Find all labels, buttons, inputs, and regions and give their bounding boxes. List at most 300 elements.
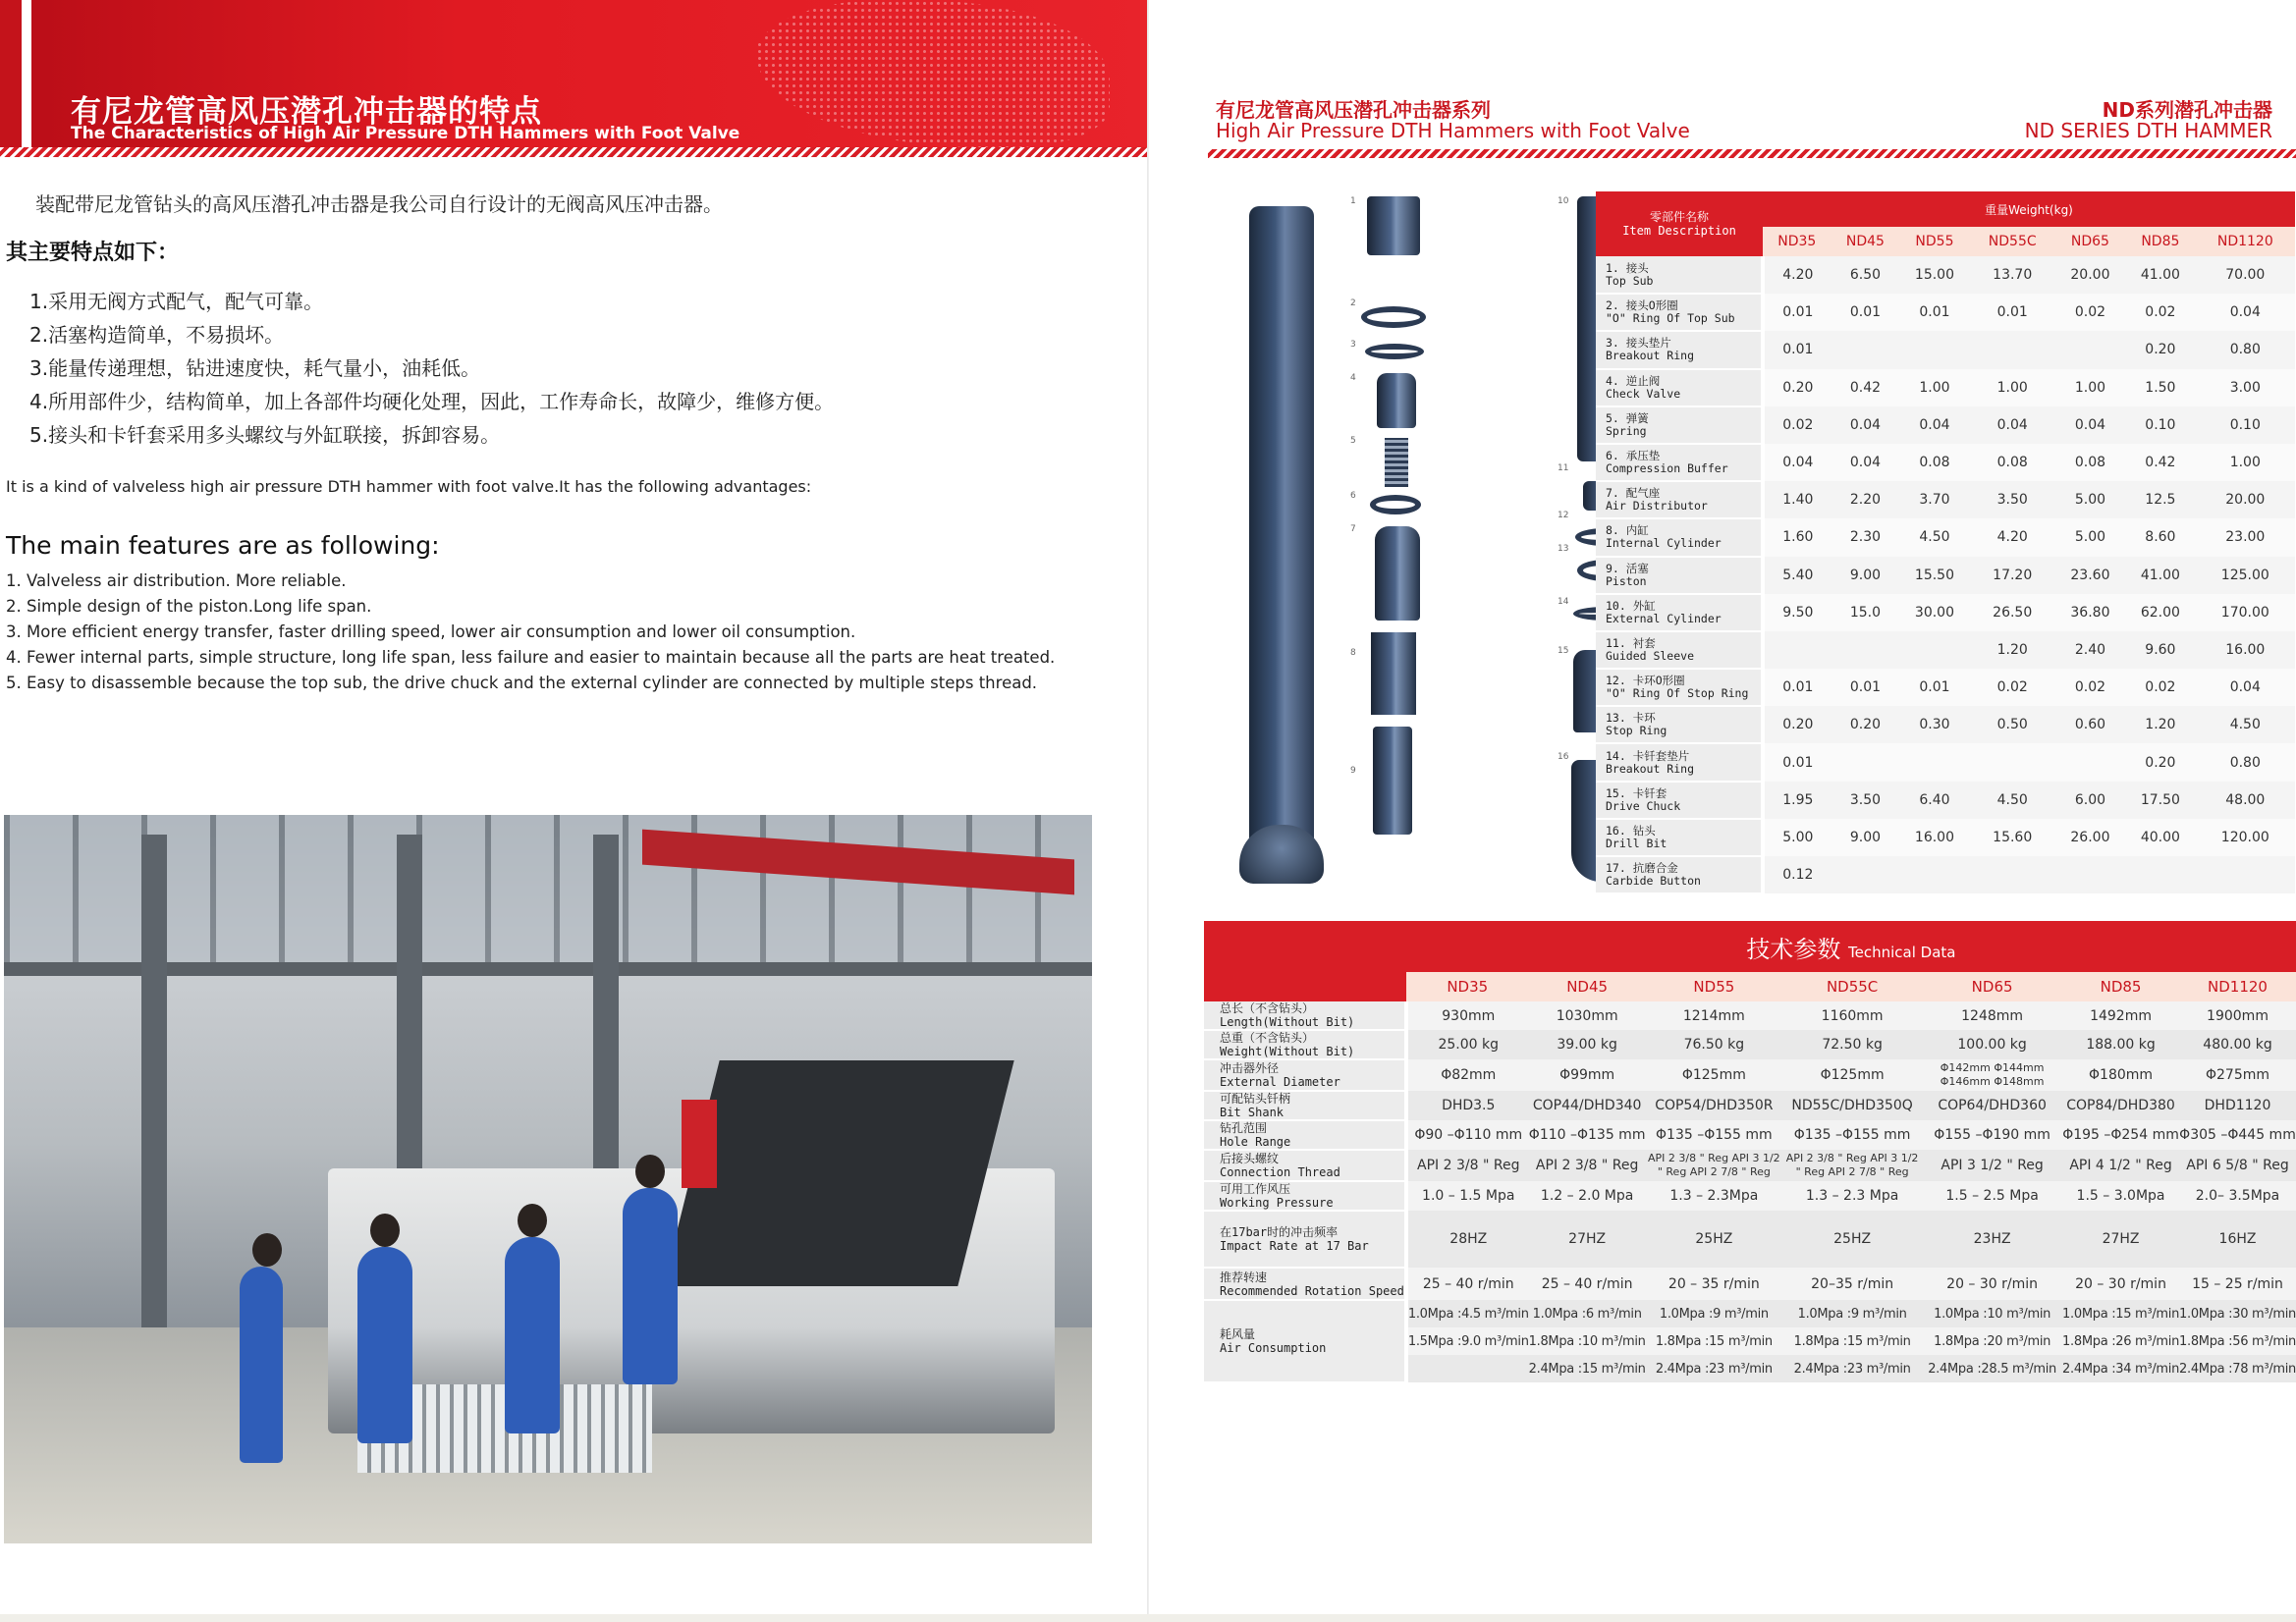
feature-item-cn: 4.所用部件少，结构简单，加上各部件均硬化处理，因此，工作寿命长，故障少，维修方便。 [29,390,835,413]
weight-value-cell: 1.00 [1899,369,1969,406]
parts-table-row [1596,594,2295,631]
weight-value-cell: 1.00 [2055,369,2125,406]
parameter-value-cell: 25 – 40 r/min [1529,1268,1646,1300]
weight-value-cell: 4.20 [1970,518,2055,556]
photo-worker [623,1188,678,1384]
model-header: ND65 [1922,972,2062,1001]
weight-value-cell [1831,631,1900,669]
weight-value-cell: 9.60 [2125,631,2195,669]
part-name-cell [1596,856,1763,893]
part-name-cn: 5. 弹簧 [1606,410,1649,425]
parameter-name-cn: 后接头螺纹 [1220,1152,1280,1165]
banner-hatch-stripe [0,147,1149,157]
parameter-name-cell [1204,1059,1406,1091]
parameter-name-cell [1204,1268,1406,1300]
weight-value-cell: 2.20 [1831,481,1900,518]
weight-value-cell: 4.50 [1899,518,1969,556]
weight-value-cell: 0.08 [1970,444,2055,481]
parts-table-row [1596,743,2295,781]
weight-value-cell: 9.00 [1831,819,1900,856]
weight-value-cell: 1.20 [2125,706,2195,743]
technical-data-table [1204,921,2296,1383]
feature-item-cn: 3.能量传递理想，钻进速度快，耗气量小，油耗低。 [29,356,481,380]
tech-table-row [1204,1211,2296,1268]
compression-buffer-part [1370,495,1421,514]
weight-value-cell: 0.04 [2196,669,2295,706]
part-number-label: 4 [1350,373,1356,383]
part-name-cn: 2. 接头O形圈 [1606,298,1678,313]
part-name-cell [1596,782,1763,819]
parameter-value-cell: DHD3.5 [1406,1091,1529,1120]
weight-value-cell: 0.01 [1763,669,1831,706]
weight-value-cell: 62.00 [2125,594,2195,631]
weight-value-cell: 17.50 [2125,782,2195,819]
parameter-value-cell: Φ135 –Φ155 mm [1646,1120,1782,1150]
weight-value-cell: 36.80 [2055,594,2125,631]
part-number-label: 9 [1350,766,1356,776]
weight-value-cell: 0.04 [1899,406,1969,444]
weight-value-cell: 120.00 [2196,819,2295,856]
air-consumption-value-cell: 1.0Mpa :30 m³/min [2179,1300,2296,1327]
part-name-cn: 14. 卡钎套垫片 [1606,748,1690,763]
part-number-label: 12 [1558,511,1569,520]
parts-table-row [1596,557,2295,594]
parameter-value-cell: API 4 1/2 " Reg [2062,1150,2179,1181]
parameter-value-cell: Φ135 –Φ155 mm [1782,1120,1922,1150]
weight-value-cell: 26.50 [1970,594,2055,631]
check-valve-part [1377,373,1416,428]
parameter-value-cell: 1214mm [1646,1001,1782,1030]
part-name-cn: 3. 接头垫片 [1606,336,1671,351]
weight-value-cell: 8.60 [2125,518,2195,556]
part-name-cell [1596,743,1763,781]
parameter-name-cn: 总长（不含钻头） [1220,1001,1315,1015]
part-number-label: 8 [1350,648,1356,658]
technical-data-title [1406,921,2296,972]
weight-value-cell: 0.60 [2055,706,2125,743]
weight-value-cell: 26.00 [2055,819,2125,856]
parameter-value-cell: Φ180mm [2062,1059,2179,1091]
weight-value-cell: 15.00 [1899,256,1969,294]
weight-value-cell: 13.70 [1970,256,2055,294]
parameter-value-cell: 2.0– 3.5Mpa [2179,1181,2296,1211]
part-name-cell [1596,631,1763,669]
weight-value-cell [1899,856,1969,893]
parameter-name-cell [1204,1150,1406,1181]
weight-value-cell: 1.20 [1970,631,2055,669]
weight-value-cell: 0.02 [2055,669,2125,706]
parameter-value-cell: API 3 1/2 " Reg [1922,1150,2062,1181]
parameter-value-cell: COP64/DHD360 [1922,1091,2062,1120]
air-consumption-value-cell: 2.4Mpa :34 m³/min [2062,1355,2179,1382]
parameter-value-cell: COP44/DHD340 [1529,1091,1646,1120]
feature-item-en: 5. Easy to disassemble because the top sub, the drive chuck and the external cylinder are connected by multiple steps thread. [6,674,1038,692]
tech-table-row [1204,1001,2296,1030]
weight-value-cell: 6.50 [1831,256,1900,294]
part-name-cn: 9. 活塞 [1606,561,1649,575]
part-name-cell [1596,369,1763,406]
parameter-name-en: Hole Range [1220,1135,1291,1149]
parameter-name-en: Bit Shank [1220,1106,1285,1119]
banner-edge-strip [0,0,31,157]
weight-value-cell: 3.50 [1831,782,1900,819]
parts-table-row [1596,669,2295,706]
weight-value-cell: 0.02 [2125,669,2195,706]
weight-value-cell [1831,331,1900,368]
weight-value-cell: 3.00 [2196,369,2295,406]
tech-table-row [1204,1181,2296,1211]
parameter-value-cell: 39.00 kg [1529,1030,1646,1059]
parameter-value-cell: API 2 3/8 " Reg [1529,1150,1646,1181]
parts-table-row [1596,782,2295,819]
weight-value-cell: 0.01 [1970,294,2055,331]
weight-value-cell: 48.00 [2196,782,2295,819]
weight-value-cell: 3.70 [1899,481,1969,518]
weight-value-cell: 4.50 [1970,782,2055,819]
part-name-cell [1596,706,1763,743]
weight-value-cell: 0.02 [1970,669,2055,706]
weight-value-cell: 1.00 [2196,444,2295,481]
weight-value-cell: 5.00 [2055,518,2125,556]
weight-value-cell: 15.50 [1899,557,1969,594]
weight-value-cell: 0.01 [1763,294,1831,331]
weight-value-cell: 0.04 [1831,444,1900,481]
part-number-label: 13 [1558,544,1569,554]
photo-crane-beam [4,962,1092,976]
weight-value-cell [1970,856,2055,893]
model-header: ND1120 [2179,972,2296,1001]
weight-value-cell: 5.40 [1763,557,1831,594]
model-header: ND55C [1782,972,1922,1001]
parameter-name-cell [1204,1300,1406,1382]
weight-value-cell: 1.95 [1763,782,1831,819]
parameter-value-cell: 20 – 30 r/min [1922,1268,2062,1300]
part-name-en: Guided Sleeve [1606,648,1695,663]
page-bottom-edge [0,1614,2296,1622]
parameter-value-cell: 1492mm [2062,1001,2179,1030]
weight-value-cell: 1.40 [1763,481,1831,518]
right-title-en: High Air Pressure DTH Hammers with Foot Valve [1216,119,1690,142]
part-name-en: Drive Chuck [1606,798,1681,813]
part-name-cell [1596,819,1763,856]
tech-table-row [1204,1091,2296,1120]
weight-value-cell: 41.00 [2125,557,2195,594]
item-header-cn: 零部件名称 [1649,210,1709,224]
weight-value-cell: 0.04 [1763,444,1831,481]
weight-value-cell: 0.01 [1763,743,1831,781]
weight-value-cell: 23.00 [2196,518,2295,556]
parameter-name-en: Weight(Without Bit) [1220,1045,1355,1058]
weight-value-cell [1970,743,2055,781]
feature-item-cn: 5.接头和卡钎套采用多头螺纹与外缸联接，拆卸容易。 [29,423,501,447]
part-name-cn: 16. 钻头 [1606,823,1656,838]
weight-header: 重量Weight(kg) [1763,191,2295,227]
photo-roof [4,815,1092,962]
parameter-value-cell: ND55C/DHD350Q [1782,1091,1922,1120]
parameter-name-cn: 冲击器外径 [1220,1061,1280,1075]
features-list-cn [29,285,834,452]
weight-value-cell: 0.42 [2125,444,2195,481]
weight-value-cell: 0.80 [2196,331,2295,368]
air-consumption-value-cell: 1.0Mpa :4.5 m³/min [1406,1300,1529,1327]
spring-part [1385,438,1408,487]
air-consumption-value-cell: 2.4Mpa :28.5 m³/min [1922,1355,2062,1382]
parts-table-row [1596,369,2295,406]
weight-value-cell: 40.00 [2125,819,2195,856]
parameter-value-cell: 1.5 – 3.0Mpa [2062,1181,2179,1211]
air-consumption-value-cell: 1.8Mpa :15 m³/min [1782,1327,1922,1355]
weight-value-cell: 0.20 [2125,743,2195,781]
weight-value-cell: 3.50 [1970,481,2055,518]
parameter-value-cell: 23HZ [1922,1211,2062,1268]
parameter-value-cell: 25.00 kg [1406,1030,1529,1059]
weight-value-cell: 170.00 [2196,594,2295,631]
air-consumption-value-cell: 2.4Mpa :23 m³/min [1782,1355,1922,1382]
parameter-value-cell: Φ99mm [1529,1059,1646,1091]
part-name-cn: 7. 配气座 [1606,486,1661,501]
features-list-en [6,568,1055,696]
weight-value-cell: 0.02 [1763,406,1831,444]
parameter-value-cell: 16HZ [2179,1211,2296,1268]
parts-table-row [1596,406,2295,444]
parameter-value-cell: 20 – 30 r/min [2062,1268,2179,1300]
model-header: ND55C [1970,227,2055,256]
part-number-label: 1 [1350,196,1356,206]
weight-value-cell: 0.20 [1831,706,1900,743]
parts-table-row [1596,856,2295,893]
item-description-header [1596,191,1763,256]
parameter-value-cell: 1.0 – 1.5 Mpa [1406,1181,1529,1211]
parameter-value-cell: Φ195 –Φ254 mm [2062,1120,2179,1150]
parameter-value-cell: 20 – 35 r/min [1646,1268,1782,1300]
weight-value-cell: 2.40 [2055,631,2125,669]
air-consumption-value-cell: 1.5Mpa :9.0 m³/min [1406,1327,1529,1355]
parameter-name-cell [1204,1001,1406,1030]
weight-value-cell: 1.60 [1763,518,1831,556]
parameter-name-en: Connection Thread [1220,1165,1340,1179]
weight-value-cell: 0.01 [1899,294,1969,331]
model-header: ND35 [1406,972,1529,1001]
part-name-cn: 4. 逆止阀 [1606,373,1661,388]
weight-value-cell: 0.01 [1899,669,1969,706]
parameter-name-en: Working Pressure [1220,1196,1334,1210]
feature-item-en: 2. Simple design of the piston.Long life span. [6,597,372,616]
parameter-value-cell: 1160mm [1782,1001,1922,1030]
parameter-value-cell: Φ125mm [1782,1059,1922,1091]
weight-value-cell: 16.00 [1899,819,1969,856]
weight-value-cell [1970,331,2055,368]
tech-table-row [1204,1120,2296,1150]
model-header: ND85 [2125,227,2195,256]
weight-value-cell: 6.40 [1899,782,1969,819]
part-number-label: 6 [1350,491,1356,501]
parameter-value-cell: 1.3 – 2.3Mpa [1646,1181,1782,1211]
part-name-en: Stop Ring [1606,724,1667,738]
air-consumption-value-cell: 2.4Mpa :15 m³/min [1529,1355,1646,1382]
parameter-value-cell: Φ82mm [1406,1059,1529,1091]
photo-worker [505,1237,560,1433]
part-name-cell [1596,256,1763,294]
weight-value-cell: 0.50 [1970,706,2055,743]
model-header: ND65 [2055,227,2125,256]
part-name-en: External Cylinder [1606,611,1722,625]
weight-value-cell: 2.30 [1831,518,1900,556]
left-header-banner [0,0,1149,157]
weight-value-cell: 0.04 [2055,406,2125,444]
parameter-value-cell: Φ155 –Φ190 mm [1922,1120,2062,1150]
part-name-cell [1596,518,1763,556]
parameter-name-cn: 推荐转速 [1220,1270,1268,1284]
parameter-value-cell: 1.3 – 2.3 Mpa [1782,1181,1922,1211]
parameter-value-cell: 28HZ [1406,1211,1529,1268]
parameter-value-cell: Φ142mm Φ144mm Φ146mm Φ148mm [1922,1059,2062,1091]
weight-value-cell [2055,331,2125,368]
part-name-en: Piston [1606,573,1647,588]
parameter-name-cn: 在17bar时的冲击频率 [1220,1225,1339,1239]
air-consumption-value-cell: 1.8Mpa :26 m³/min [2062,1327,2179,1355]
weight-value-cell [1899,743,1969,781]
parameter-value-cell: Φ110 –Φ135 mm [1529,1120,1646,1150]
weight-value-cell: 0.30 [1899,706,1969,743]
weight-value-cell: 125.00 [2196,557,2295,594]
part-name-cn: 10. 外缸 [1606,598,1656,613]
feature-item-en: 1. Valveless air distribution. More reliable. [6,571,347,590]
parameter-value-cell: API 2 3/8 " Reg API 3 1/2 " Reg API 2 7/8 " Reg [1646,1150,1782,1181]
air-distributor-part [1375,526,1420,621]
parameter-value-cell: 25HZ [1782,1211,1922,1268]
weight-value-cell: 12.5 [2125,481,2195,518]
part-name-cn: 6. 承压垫 [1606,449,1661,463]
right-title-cn: 有尼龙管高风压潜孔冲击器系列 [1216,98,1491,122]
parameter-value-cell: Φ90 –Φ110 mm [1406,1120,1529,1150]
part-name-cell [1596,594,1763,631]
weight-value-cell: 0.08 [1899,444,1969,481]
weight-value-cell: 41.00 [2125,256,2195,294]
weight-value-cell: 0.08 [2055,444,2125,481]
parameter-value-cell: 15 – 25 r/min [2179,1268,2296,1300]
parameter-name-en: Recommended Rotation Speed [1220,1283,1404,1298]
item-header-en: Item Description [1622,224,1736,238]
parameter-value-cell: COP54/DHD350R [1646,1091,1782,1120]
tech-table-row [1204,1030,2296,1059]
photo-lathe-control [682,1100,717,1188]
parameter-name-cell [1204,1181,1406,1211]
tech-table-row [1204,1268,2296,1300]
part-name-cell [1596,331,1763,368]
parameter-name-cn: 可配钻头钎柄 [1220,1092,1291,1106]
parameter-value-cell: API 2 3/8 " Reg API 3 1/2 " Reg API 2 7/8 " Reg [1782,1150,1922,1181]
weight-value-cell: 0.04 [2196,294,2295,331]
photo-worker [357,1247,412,1443]
model-header: ND35 [1763,227,1831,256]
weight-value-cell: 4.50 [2196,706,2295,743]
intro-text-cn: 装配带尼龙管钻头的高风压潜孔冲击器是我公司自行设计的无阀高风压冲击器。 [35,192,723,216]
parameter-value-cell: 1.2 – 2.0 Mpa [1529,1181,1646,1211]
model-header: ND85 [2062,972,2179,1001]
photo-worker [240,1267,283,1463]
air-consumption-value-cell: 2.4Mpa :78 m³/min [2179,1355,2296,1382]
parameter-value-cell: 480.00 kg [2179,1030,2296,1059]
feature-item-cn: 2.活塞构造简单，不易损坏。 [29,323,285,347]
weight-value-cell: 1.00 [1970,369,2055,406]
part-name-cn: 11. 衬套 [1606,635,1656,650]
model-header: ND55 [1646,972,1782,1001]
weight-value-cell: 0.20 [1763,706,1831,743]
weight-value-cell: 9.50 [1763,594,1831,631]
part-name-en: Carbide Button [1606,874,1701,889]
weight-value-cell [2055,743,2125,781]
parameter-name-en: Impact Rate at 17 Bar [1220,1239,1369,1253]
technical-data-title-en: Technical Data [1848,943,1956,961]
weight-value-cell: 30.00 [1899,594,1969,631]
part-number-label: 15 [1558,646,1569,656]
part-name-cn: 17. 抗磨合金 [1606,861,1678,876]
weight-value-cell: 20.00 [2196,481,2295,518]
parts-table-row [1596,631,2295,669]
parts-table-row [1596,331,2295,368]
parameter-value-cell: COP84/DHD380 [2062,1091,2179,1120]
parts-table-row [1596,444,2295,481]
weight-value-cell: 9.00 [1831,557,1900,594]
part-name-cell [1596,294,1763,331]
air-consumption-value-cell: 1.0Mpa :15 m³/min [2062,1300,2179,1327]
internal-cylinder-part [1371,632,1416,715]
parameter-value-cell: 25HZ [1646,1211,1782,1268]
parameter-value-cell: Φ275mm [2179,1059,2296,1091]
parameter-name-cn: 总重（不含钻头） [1220,1031,1315,1045]
weight-value-cell [1899,631,1969,669]
parts-table-row [1596,256,2295,294]
air-consumption-value-cell [1406,1355,1529,1382]
parameter-value-cell: API 2 3/8 " Reg [1406,1150,1529,1181]
feature-item-en: 4. Fewer internal parts, simple structure, long life span, less failure and easier to maintain because all the parts are heat treated. [6,648,1056,667]
features-heading-en: The main features are as following: [6,531,440,560]
weight-value-cell: 0.01 [1831,669,1900,706]
parameter-value-cell: 76.50 kg [1646,1030,1782,1059]
breakout-ring-part [1365,344,1424,359]
parameter-name-en: Length(Without Bit) [1220,1015,1355,1029]
part-name-en: Top Sub [1606,273,1654,288]
part-name-en: "O" Ring Of Stop Ring [1606,686,1749,701]
part-name-cn: 12. 卡环O形圈 [1606,674,1685,688]
weight-value-cell: 0.10 [2196,406,2295,444]
weight-value-cell: 0.01 [1763,331,1831,368]
part-number-label: 14 [1558,597,1569,607]
weight-value-cell: 0.80 [2196,743,2295,781]
header-hatch-rule [1208,149,2296,158]
parameter-name-en: External Diameter [1220,1075,1340,1089]
part-name-en: "O" Ring Of Top Sub [1606,311,1735,326]
weight-value-cell: 0.20 [1763,369,1831,406]
part-name-cell [1596,406,1763,444]
weight-value-cell: 0.10 [2125,406,2195,444]
parameter-name-cn: 耗风量 [1220,1327,1256,1341]
part-name-cn: 13. 卡环 [1606,711,1656,726]
parameter-value-cell: 1248mm [1922,1001,2062,1030]
parameter-value-cell: DHD1120 [2179,1091,2296,1120]
part-name-cell [1596,557,1763,594]
parts-table-row [1596,706,2295,743]
weight-value-cell: 4.20 [1763,256,1831,294]
weight-value-cell: 0.04 [1831,406,1900,444]
part-name-en: Breakout Ring [1606,349,1695,363]
part-name-en: Drill Bit [1606,836,1667,850]
parameter-name-cell [1204,1211,1406,1268]
weight-value-cell [2125,856,2195,893]
piston-part [1373,727,1412,835]
weight-value-cell [1763,631,1831,669]
tech-table-row [1204,1150,2296,1181]
